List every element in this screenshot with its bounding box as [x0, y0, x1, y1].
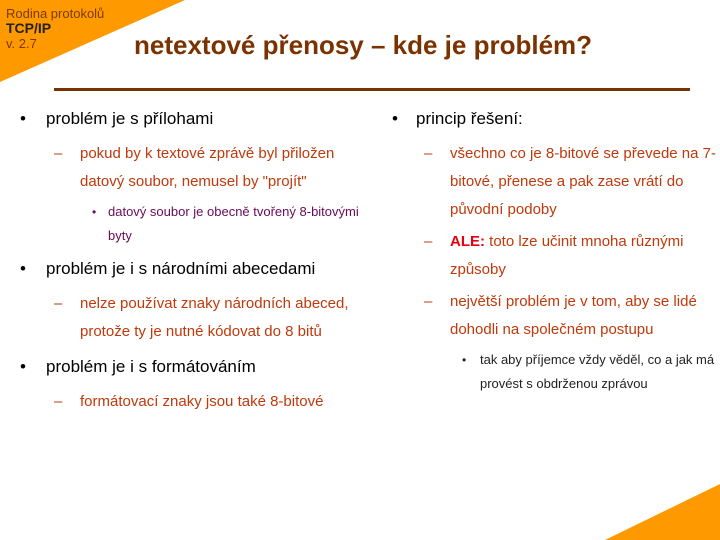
emphasis-label: ALE:: [450, 233, 485, 250]
right-column: [390, 106, 716, 404]
brand-line-1: Rodina protokolů: [6, 6, 105, 21]
dash-icon: –: [54, 145, 63, 162]
bullet-item: [18, 354, 378, 380]
sub-sub-item-text: tak aby příjemce vždy věděl, co a jak má provést s obdrženou zprávou: [480, 352, 715, 391]
bullet-text: problém je i s formátováním: [46, 357, 256, 376]
dash-icon: –: [424, 293, 433, 310]
brand-version: v. 2.7: [6, 36, 37, 51]
brand-line-2: TCP/IP: [6, 20, 52, 36]
sub-item: [18, 388, 378, 416]
sub-item-text: všechno co je 8-bitové se převede na 7-bitové, přenese a pak zase vrátí do původní podoby: [450, 145, 716, 218]
sub-item-text: nelze používat znaky národních abeced, protože ty je nutné kódovat do 8 bitů: [80, 295, 349, 340]
sub-item: [390, 228, 716, 284]
dash-icon: –: [54, 295, 63, 312]
bullet-item: [390, 106, 716, 132]
sub-item: [18, 290, 378, 346]
bullet-item: [18, 256, 378, 282]
bullet-icon: •: [20, 259, 26, 278]
sub-item: [390, 140, 716, 224]
bullet-item: [18, 106, 378, 132]
corner-decoration-bottom-right: [605, 484, 720, 540]
bullet-text: princip řešení:: [416, 109, 523, 128]
course-brand: [6, 6, 104, 51]
slide-title: netextové přenosy – kde je problém?: [134, 30, 593, 60]
left-column: [18, 106, 378, 420]
bullet-icon: •: [462, 353, 467, 367]
bullet-text: problém je s přílohami: [46, 109, 214, 128]
bullet-icon: •: [92, 205, 97, 219]
bullet-icon: •: [20, 109, 26, 128]
title-underline: [54, 88, 690, 91]
sub-item-text: pokud by k textové zprávě byl přiložen datový soubor, nemusel by "projít": [80, 145, 335, 190]
sub-item-text: toto lze učinit mnoha různými způsoby: [450, 233, 684, 278]
sub-sub-item: [390, 348, 716, 396]
sub-sub-item: [18, 200, 378, 248]
sub-sub-item-text: datový soubor je obecně tvořený 8-bitovými byty: [108, 204, 359, 243]
sub-item-text: největší problém je v tom, aby se lidé dohodli na společném postupu: [450, 293, 697, 338]
sub-item: [390, 288, 716, 344]
dash-icon: –: [424, 233, 433, 250]
dash-icon: –: [54, 393, 63, 410]
sub-item: [18, 140, 378, 196]
bullet-icon: •: [20, 357, 26, 376]
bullet-text: problém je i s národními abecedami: [46, 259, 316, 278]
sub-item-text: formátovací znaky jsou také 8-bitové: [80, 393, 324, 410]
bullet-icon: •: [392, 109, 398, 128]
dash-icon: –: [424, 145, 433, 162]
